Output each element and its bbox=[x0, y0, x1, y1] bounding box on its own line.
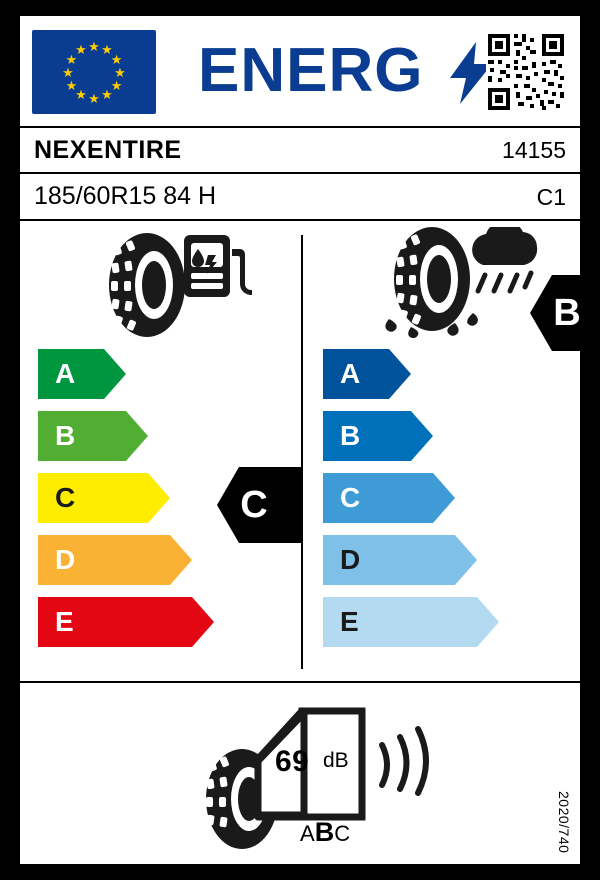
eu-flag-icon bbox=[32, 30, 156, 114]
wet-grade-row bbox=[323, 473, 455, 523]
fuel-grade-arrow-e bbox=[38, 597, 214, 647]
noise-section bbox=[20, 683, 580, 863]
noise-class-scale bbox=[300, 817, 350, 848]
tire-size-row bbox=[20, 174, 580, 221]
eu-star-icon: ★ bbox=[114, 64, 126, 80]
fuel-efficiency-panel bbox=[20, 221, 301, 683]
eu-star-icon: ★ bbox=[88, 90, 100, 106]
brand-row bbox=[20, 128, 580, 174]
regulation-reference: 2020/740 bbox=[556, 790, 572, 853]
fuel-pump-icon bbox=[184, 235, 252, 297]
wet-result-letter: B bbox=[553, 291, 581, 334]
fuel-grade-list bbox=[38, 349, 214, 659]
wet-grade-arrow-b bbox=[323, 411, 433, 461]
noise-unit: dB bbox=[323, 749, 349, 772]
rain-cloud-icon bbox=[472, 227, 537, 291]
model-code: 14155 bbox=[502, 137, 566, 163]
fuel-grade-arrow-c bbox=[38, 473, 170, 523]
eu-star-icon: ★ bbox=[101, 41, 113, 57]
eu-star-icon: ★ bbox=[65, 51, 78, 67]
fuel-grade-row bbox=[38, 597, 214, 647]
wet-grip-panel bbox=[303, 221, 584, 683]
wet-grade-row bbox=[323, 411, 433, 461]
wet-grade-arrow-e bbox=[323, 597, 499, 647]
fuel-grade-row bbox=[38, 349, 126, 399]
wet-grade-arrow-c bbox=[323, 473, 455, 523]
noise-class-a: A bbox=[300, 821, 315, 846]
fuel-grade-letter: B bbox=[55, 420, 76, 451]
noise-value: 69 bbox=[275, 745, 310, 778]
energy-label-card bbox=[18, 14, 582, 866]
eu-star-icon: ★ bbox=[110, 51, 123, 67]
eu-star-icon: ★ bbox=[101, 87, 113, 103]
noise-pictogram-group bbox=[20, 689, 580, 859]
wet-result-badge bbox=[530, 275, 600, 351]
tire-class-code: C1 bbox=[536, 184, 566, 210]
fuel-grade-row bbox=[38, 473, 170, 523]
fuel-grade-letter: C bbox=[55, 482, 76, 513]
wet-grade-row bbox=[323, 597, 499, 647]
fuel-grade-letter: E bbox=[55, 606, 74, 637]
fuel-pictogram-group bbox=[20, 221, 301, 351]
fuel-grade-row bbox=[38, 411, 148, 461]
wet-grade-letter: A bbox=[340, 358, 361, 389]
fuel-grade-arrow-b bbox=[38, 411, 148, 461]
eu-star-icon: ★ bbox=[62, 64, 74, 80]
fuel-grade-row bbox=[38, 535, 192, 585]
eu-star-icon: ★ bbox=[65, 77, 78, 93]
page-title: ENERG bbox=[198, 36, 424, 105]
eu-star-icon: ★ bbox=[75, 87, 87, 103]
tire-size: 185/60R15 84 H bbox=[34, 182, 217, 210]
wet-grade-row bbox=[323, 349, 411, 399]
brand-name: NEXENTIRE bbox=[34, 136, 182, 164]
wet-grade-letter: D bbox=[340, 544, 361, 575]
label-header bbox=[20, 16, 580, 128]
wet-grade-letter: B bbox=[340, 420, 361, 451]
fuel-result-letter: C bbox=[240, 483, 268, 526]
tire-icon bbox=[109, 233, 185, 337]
ratings-section bbox=[20, 221, 580, 683]
fuel-grade-arrow-a bbox=[38, 349, 126, 399]
wet-grade-list bbox=[323, 349, 499, 659]
tire-wet-icon bbox=[394, 227, 470, 331]
eu-star-icon: ★ bbox=[75, 41, 87, 57]
fuel-result-badge bbox=[217, 467, 301, 543]
fuel-grade-letter: A bbox=[55, 358, 76, 389]
noise-class-c: C bbox=[334, 821, 351, 846]
wet-grade-arrow-d bbox=[323, 535, 477, 585]
eu-star-icon: ★ bbox=[88, 38, 100, 54]
eu-star-icon: ★ bbox=[110, 77, 123, 93]
wet-grade-letter: C bbox=[340, 482, 361, 513]
wet-grade-arrow-a bbox=[323, 349, 411, 399]
fuel-grade-arrow-d bbox=[38, 535, 192, 585]
fuel-grade-letter: D bbox=[55, 544, 76, 575]
wet-grade-row bbox=[323, 535, 477, 585]
qr-code-icon[interactable] bbox=[486, 32, 566, 112]
wet-grade-letter: E bbox=[340, 606, 359, 637]
noise-class-b: B bbox=[314, 817, 335, 847]
